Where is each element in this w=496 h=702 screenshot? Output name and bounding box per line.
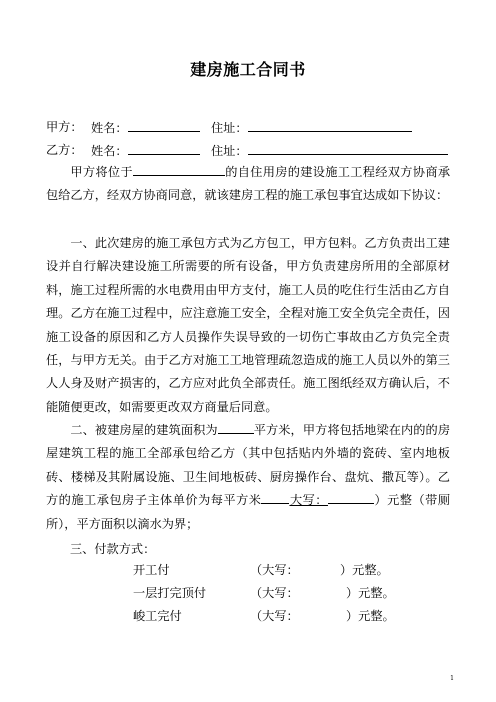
party-a-address-blank[interactable] (248, 119, 412, 132)
payment-1-stage: 开工付 (133, 563, 170, 577)
unit-price-daxie-blank[interactable] (328, 491, 374, 504)
clause-2-text-2: 平方米，甲方将包括地梁在内的的房屋建筑工程的施工全部承包给乙方（其中包括贴内外墙的瓷砖、室内地板砖、楼梯及其附属设施、卫生间地板砖、厨房操作台、盘炕、撒瓦等）。乙方的施工承包房子主体单价为每平方米 (46, 423, 451, 508)
clause-1: 一、此次建房的施工承包方式为乙方包工，甲方包料。乙方负责出工建设并自行解决建设施工所需要的所有设备，甲方负责建房所用的全部原材料，施工过程所需的水电费用由甲方支付，施工人员的吃住行生活由乙方自理。乙方在施工过程中，应注意施工安全，全程对施工安全负完全责任，因施工设备的原因和乙方人员操作失误导致的一切伤亡事故由乙方负完全责任，与甲方无关。由于乙方对施工工地管理疏忽造成的施工人员以外的第三人人身及财产损害的，乙方应对此负全部责任。施工图纸经双方确认后，不能随便更改，如需要更改双方商量后同意。 (46, 236, 450, 414)
area-blank[interactable] (218, 421, 254, 434)
clause-2 (46, 419, 450, 536)
location-blank[interactable] (133, 163, 225, 176)
clause-2-text-1: 二、被建房屋的建筑面积为 (70, 423, 218, 437)
party-a-address-label: 住址： (211, 121, 248, 135)
payment-3-unit: ）元整。 (346, 609, 395, 623)
party-a-name (91, 119, 200, 136)
party-b-row (46, 142, 83, 158)
intro-paragraph (46, 161, 450, 208)
unit-price-blank[interactable] (261, 491, 289, 504)
party-a-name-blank[interactable] (128, 119, 200, 132)
payment-1-daxie: （大写： (250, 563, 299, 577)
clause-2-daxie: 大写： (289, 493, 328, 508)
payment-3-stage: 峻工完付 (133, 609, 182, 623)
intro-text-end: 的自住用房的建设施工工程经双方协商承包给乙方，经双方协商同意，就该建房工程的施工承包事宜达成如下协议： (46, 165, 451, 203)
payment-2-daxie: （大写： (250, 586, 299, 600)
clause-2-text-3: ）元整（带厕所），平方面积以滴水为界； (46, 493, 451, 531)
party-b-address (211, 142, 448, 159)
payment-2-stage: 一层打完顶付 (133, 586, 207, 600)
party-b-name-blank[interactable] (128, 142, 200, 155)
party-b-name-label: 姓名： (91, 144, 128, 158)
party-a-label: 甲方： (46, 120, 83, 134)
clause-3-heading: 三、付款方式： (70, 542, 156, 556)
party-a-row (46, 119, 83, 135)
party-a-address (211, 119, 412, 136)
party-b-address-blank[interactable] (248, 142, 448, 155)
intro-text-start: 甲方将位于 (70, 165, 133, 179)
page-number: 1 (450, 675, 454, 682)
party-a-name-label: 姓名： (91, 121, 128, 135)
party-b-name (91, 142, 200, 159)
party-b-label: 乙方： (46, 143, 83, 157)
document-title: 建房施工合同书 (190, 60, 306, 79)
payment-1-unit: ）元整。 (340, 563, 389, 577)
party-b-address-label: 住址： (211, 144, 248, 158)
payment-3-daxie: （大写： (250, 609, 299, 623)
payment-2-unit: ）元整。 (346, 586, 395, 600)
